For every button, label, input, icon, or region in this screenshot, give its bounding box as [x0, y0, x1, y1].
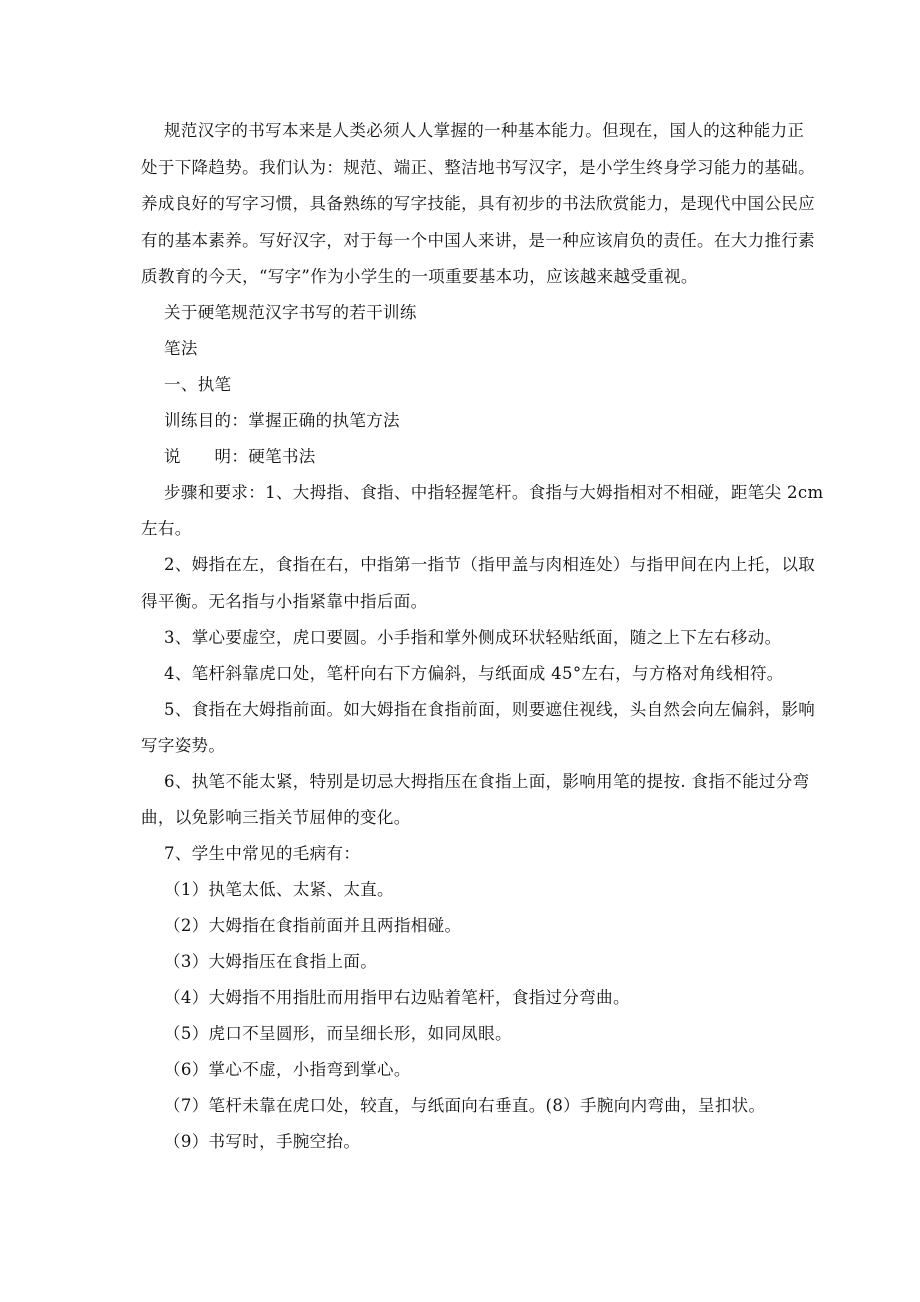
step-7: 7、学生中常见的毛病有：	[164, 844, 361, 863]
step-6-line-2: 曲，以免影响三指关节屈伸的变化。	[141, 808, 411, 827]
intro-line-2: 处于下降趋势。我们认为：规范、端正、整洁地书写汉字，是小学生终身学习能力的基础。	[141, 158, 815, 177]
note-line: 说 明：硬笔书法	[164, 447, 316, 466]
intro-line-1: 规范汉字的书写本来是人类必须人人掌握的一种基本能力。但现在，国人的这种能力正	[164, 121, 805, 140]
subsection-title: 笔法	[164, 339, 198, 358]
intro-line-5: 质教育的今天，“写字”作为小学生的一项重要基本功，应该越来越受重视。	[141, 267, 698, 286]
step-5-line-1: 5、食指在大姆指前面。如大姆指在食指前面，则要遮住视线，头自然会向左偏斜，影响	[164, 700, 816, 719]
step-2-line-2: 得平衡。无名指与小指紧靠中指后面。	[141, 592, 428, 611]
fault-item-7-8: （7）笔杆未靠在虎口处，较直，与纸面向右垂直。(8）手腕向内弯曲，呈扣状。	[164, 1096, 766, 1115]
item-heading: 一、执笔	[164, 375, 232, 394]
fault-item-1: （1）执笔太低、太紧、太直。	[164, 880, 394, 899]
step-1-line-2: 左右。	[141, 519, 192, 538]
fault-item-3: （3）大姆指压在食指上面。	[164, 952, 378, 971]
intro-line-3: 养成良好的写字习惯，具备熟练的写字技能，具有初步的书法欣赏能力，是现代中国公民应	[141, 194, 815, 213]
intro-line-4: 有的基本素养。写好汉字，对于每一个中国人来讲，是一种应该肩负的责任。在大力推行素	[141, 231, 815, 250]
fault-item-5: （5）虎口不呈圆形，而呈细长形，如同凤眼。	[164, 1024, 512, 1043]
step-5-line-2: 写字姿势。	[141, 736, 226, 755]
fault-item-2: （2）大姆指在食指前面并且两指相碰。	[164, 916, 462, 935]
step-2-line-1: 2、姆指在左，食指在右，中指第一指节（指甲盖与肉相连处）与指甲间在内上托，以取	[164, 555, 816, 574]
training-goal: 训练目的：掌握正确的执笔方法	[164, 411, 400, 430]
fault-item-6: （6）掌心不虚，小指弯到掌心。	[164, 1060, 411, 1079]
section-title: 关于硬笔规范汉字书写的若干训练	[164, 303, 417, 322]
step-6-line-1: 6、执笔不能太紧，特别是切忌大拇指压在食指上面，影响用笔的提按. 食指不能过分弯	[164, 772, 810, 791]
step-3: 3、掌心要虚空，虎口要圆。小手指和掌外侧成环状轻贴纸面，随之上下左右移动。	[164, 628, 782, 647]
fault-item-4: （4）大姆指不用指肚而用指甲右边贴着笔杆，食指过分弯曲。	[164, 988, 630, 1007]
step-4: 4、笔杆斜靠虎口处，笔杆向右下方偏斜，与纸面成 45°左右，与方格对角线相符。	[164, 664, 784, 683]
fault-item-9: （9）书写时，手腕空抬。	[164, 1132, 361, 1151]
step-1-line-1: 步骤和要求：1、大拇指、食指、中指轻握笔杆。食指与大姆指相对不相碰，距笔尖 2cm	[164, 483, 824, 502]
